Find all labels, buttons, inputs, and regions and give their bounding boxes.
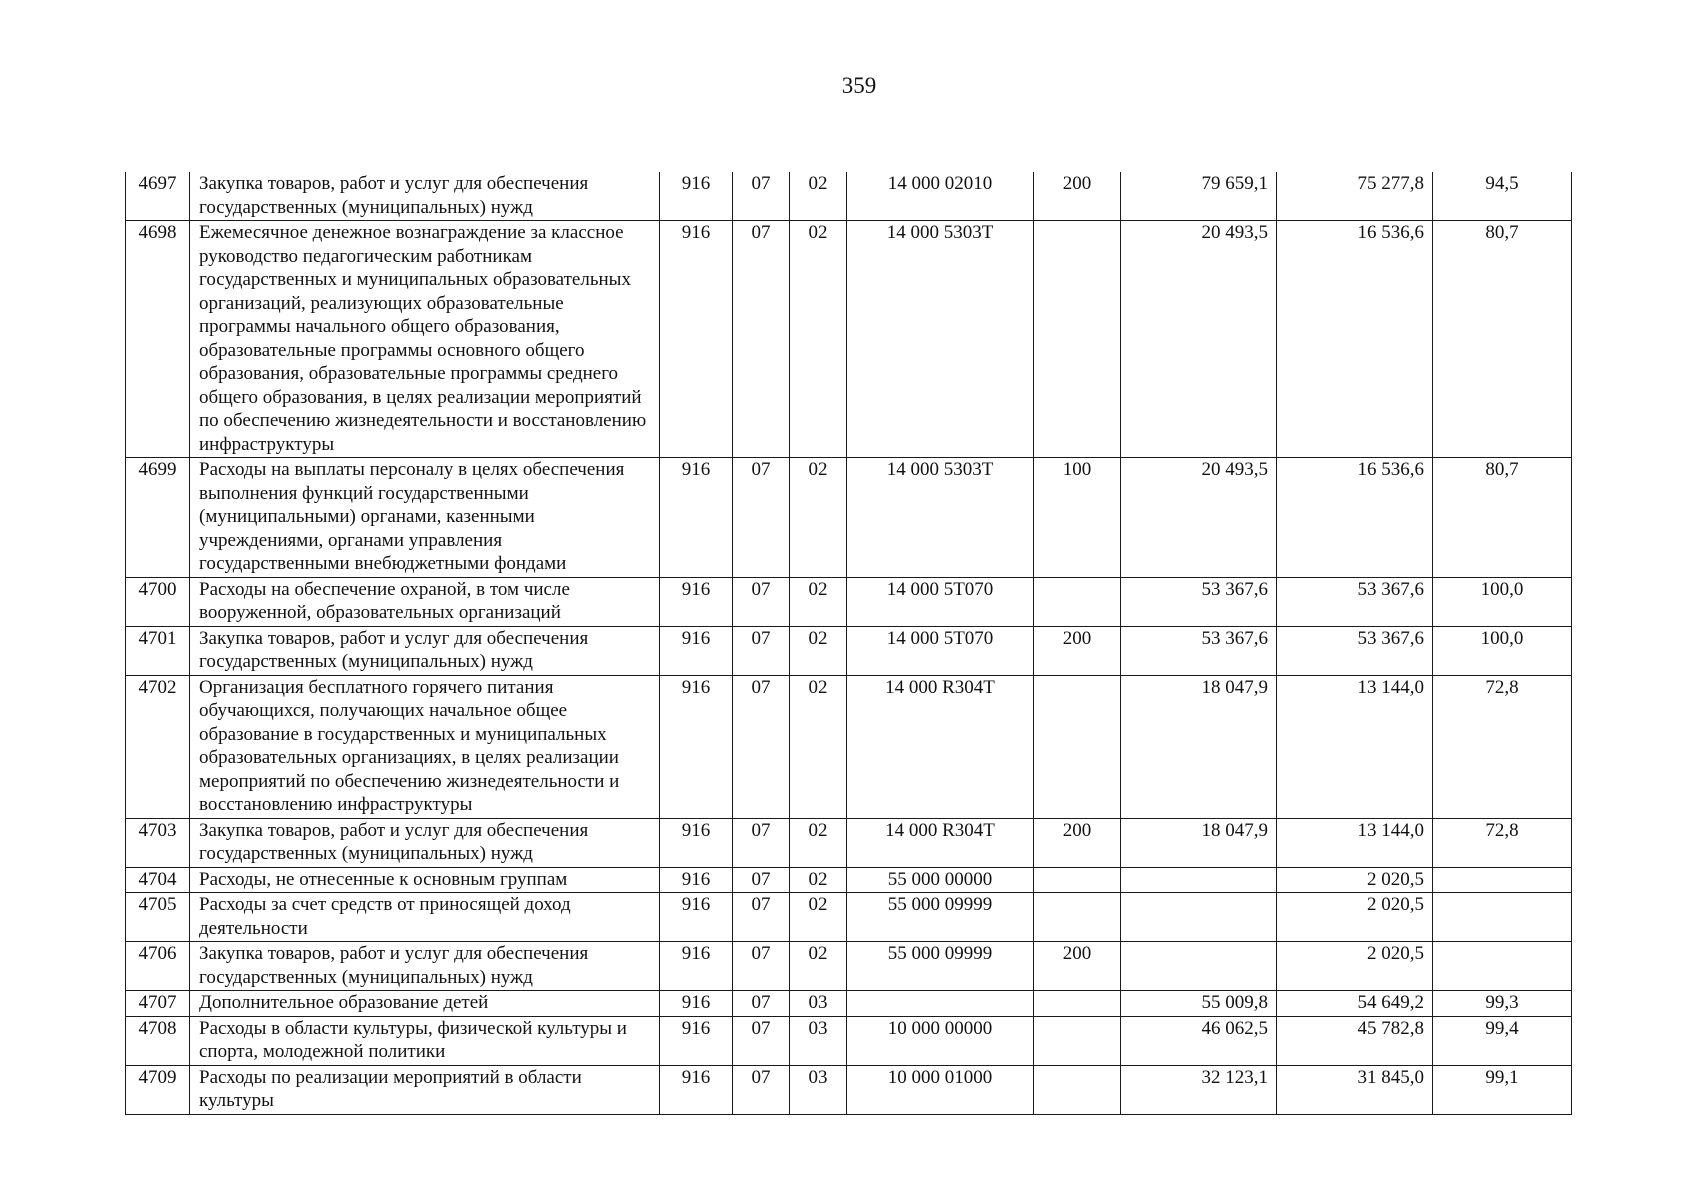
target-article-cell <box>847 991 1034 1017</box>
description-cell: Закупка товаров, работ и услуг для обеспечения государственных (муниципальных) нужд <box>190 172 660 221</box>
expense-type-cell: 100 <box>1034 458 1121 578</box>
planned-amount-cell: 53 367,6 <box>1121 577 1277 626</box>
planned-amount-cell <box>1121 867 1277 893</box>
subsection-code-cell: 02 <box>790 458 847 578</box>
section-code-cell: 07 <box>733 172 790 221</box>
table-row <box>126 1065 1572 1114</box>
row-number-cell: 4700 <box>126 577 190 626</box>
execution-percent-cell: 80,7 <box>1433 458 1572 578</box>
page-number: 359 <box>841 73 877 98</box>
department-code-cell: 916 <box>660 942 733 991</box>
execution-percent-cell: 99,4 <box>1433 1016 1572 1065</box>
execution-percent-cell: 80,7 <box>1433 221 1572 458</box>
planned-amount-cell: 32 123,1 <box>1121 1065 1277 1114</box>
row-number-cell: 4709 <box>126 1065 190 1114</box>
target-article-cell: 55 000 00000 <box>847 867 1034 893</box>
target-article-cell: 14 000 02010 <box>847 172 1034 221</box>
actual-amount-cell: 54 649,2 <box>1277 991 1433 1017</box>
section-code-cell: 07 <box>733 1016 790 1065</box>
department-code-cell: 916 <box>660 675 733 818</box>
table-row <box>126 221 1572 458</box>
table-row <box>126 172 1572 221</box>
planned-amount-cell <box>1121 893 1277 942</box>
actual-amount-cell: 31 845,0 <box>1277 1065 1433 1114</box>
description-cell: Закупка товаров, работ и услуг для обеспечения государственных (муниципальных) нужд <box>190 626 660 675</box>
section-code-cell: 07 <box>733 991 790 1017</box>
expense-type-cell <box>1034 893 1121 942</box>
planned-amount-cell: 55 009,8 <box>1121 991 1277 1017</box>
execution-percent-cell: 72,8 <box>1433 818 1572 867</box>
description-cell: Расходы на выплаты персоналу в целях обеспечения выполнения функций государственными (муниципальными) органами, казенными учреждениями, органами управления государственными внебюджетными фондами <box>190 458 660 578</box>
planned-amount-cell <box>1121 942 1277 991</box>
section-code-cell: 07 <box>733 675 790 818</box>
actual-amount-cell: 2 020,5 <box>1277 942 1433 991</box>
planned-amount-cell: 79 659,1 <box>1121 172 1277 221</box>
actual-amount-cell: 13 144,0 <box>1277 675 1433 818</box>
section-code-cell: 07 <box>733 221 790 458</box>
expense-type-cell: 200 <box>1034 942 1121 991</box>
execution-percent-cell <box>1433 942 1572 991</box>
target-article-cell: 14 000 5Т070 <box>847 626 1034 675</box>
table-row <box>126 893 1572 942</box>
table-row <box>126 577 1572 626</box>
description-cell: Расходы на обеспечение охраной, в том числе вооруженной, образовательных организаций <box>190 577 660 626</box>
department-code-cell: 916 <box>660 626 733 675</box>
target-article-cell: 14 000 5303Т <box>847 221 1034 458</box>
row-number-cell: 4704 <box>126 867 190 893</box>
subsection-code-cell: 03 <box>790 1065 847 1114</box>
table-row <box>126 1016 1572 1065</box>
subsection-code-cell: 02 <box>790 893 847 942</box>
subsection-code-cell: 02 <box>790 172 847 221</box>
actual-amount-cell: 53 367,6 <box>1277 626 1433 675</box>
actual-amount-cell: 53 367,6 <box>1277 577 1433 626</box>
row-number-cell: 4701 <box>126 626 190 675</box>
execution-percent-cell <box>1433 893 1572 942</box>
table-row <box>126 818 1572 867</box>
target-article-cell: 14 000 5Т070 <box>847 577 1034 626</box>
expense-type-cell <box>1034 1065 1121 1114</box>
department-code-cell: 916 <box>660 172 733 221</box>
subsection-code-cell: 03 <box>790 1016 847 1065</box>
expense-type-cell <box>1034 675 1121 818</box>
department-code-cell: 916 <box>660 818 733 867</box>
subsection-code-cell: 02 <box>790 626 847 675</box>
expense-type-cell <box>1034 221 1121 458</box>
department-code-cell: 916 <box>660 991 733 1017</box>
description-cell: Расходы, не отнесенные к основным группам <box>190 867 660 893</box>
department-code-cell: 916 <box>660 221 733 458</box>
target-article-cell: 55 000 09999 <box>847 942 1034 991</box>
expense-type-cell <box>1034 577 1121 626</box>
row-number-cell: 4707 <box>126 991 190 1017</box>
table-row <box>126 867 1572 893</box>
expense-type-cell <box>1034 991 1121 1017</box>
description-cell: Закупка товаров, работ и услуг для обеспечения государственных (муниципальных) нужд <box>190 942 660 991</box>
description-cell: Организация бесплатного горячего питания обучающихся, получающих начальное общее образование в государственных и муниципальных образовательных организациях, в целях реализации мероприятий по обеспечению жизнедеятельности и восстановлению инфраструктуры <box>190 675 660 818</box>
table-row <box>126 626 1572 675</box>
target-article-cell: 14 000 5303Т <box>847 458 1034 578</box>
row-number-cell: 4703 <box>126 818 190 867</box>
execution-percent-cell <box>1433 867 1572 893</box>
table-row <box>126 675 1572 818</box>
expense-type-cell <box>1034 1016 1121 1065</box>
actual-amount-cell: 16 536,6 <box>1277 221 1433 458</box>
expense-type-cell: 200 <box>1034 626 1121 675</box>
execution-percent-cell: 99,1 <box>1433 1065 1572 1114</box>
expense-type-cell <box>1034 867 1121 893</box>
planned-amount-cell: 20 493,5 <box>1121 221 1277 458</box>
planned-amount-cell: 46 062,5 <box>1121 1016 1277 1065</box>
department-code-cell: 916 <box>660 577 733 626</box>
actual-amount-cell: 75 277,8 <box>1277 172 1433 221</box>
department-code-cell: 916 <box>660 867 733 893</box>
description-cell: Дополнительное образование детей <box>190 991 660 1017</box>
description-cell: Расходы в области культуры, физической культуры и спорта, молодежной политики <box>190 1016 660 1065</box>
section-code-cell: 07 <box>733 893 790 942</box>
description-cell: Расходы за счет средств от приносящей доход деятельности <box>190 893 660 942</box>
section-code-cell: 07 <box>733 1065 790 1114</box>
description-cell: Закупка товаров, работ и услуг для обеспечения государственных (муниципальных) нужд <box>190 818 660 867</box>
subsection-code-cell: 02 <box>790 942 847 991</box>
expense-type-cell: 200 <box>1034 818 1121 867</box>
description-cell: Ежемесячное денежное вознаграждение за классное руководство педагогическим работникам государственных и муниципальных образовательных организаций, реализующих образовательные программы начального общего образования, образовательные программы основного общего образования, образовательные программы среднего общего образования, в целях реализации мероприятий по обеспечению жизнедеятельности и восстановлению инфраструктуры <box>190 221 660 458</box>
section-code-cell: 07 <box>733 626 790 675</box>
subsection-code-cell: 02 <box>790 221 847 458</box>
row-number-cell: 4708 <box>126 1016 190 1065</box>
subsection-code-cell: 02 <box>790 675 847 818</box>
table-row <box>126 458 1572 578</box>
department-code-cell: 916 <box>660 1016 733 1065</box>
execution-percent-cell: 94,5 <box>1433 172 1572 221</box>
department-code-cell: 916 <box>660 1065 733 1114</box>
section-code-cell: 07 <box>733 577 790 626</box>
planned-amount-cell: 18 047,9 <box>1121 675 1277 818</box>
subsection-code-cell: 02 <box>790 818 847 867</box>
execution-percent-cell: 72,8 <box>1433 675 1572 818</box>
actual-amount-cell: 13 144,0 <box>1277 818 1433 867</box>
row-number-cell: 4699 <box>126 458 190 578</box>
planned-amount-cell: 53 367,6 <box>1121 626 1277 675</box>
target-article-cell: 10 000 01000 <box>847 1065 1034 1114</box>
actual-amount-cell: 16 536,6 <box>1277 458 1433 578</box>
department-code-cell: 916 <box>660 893 733 942</box>
section-code-cell: 07 <box>733 942 790 991</box>
section-code-cell: 07 <box>733 458 790 578</box>
table-body <box>126 172 1572 1114</box>
row-number-cell: 4705 <box>126 893 190 942</box>
section-code-cell: 07 <box>733 818 790 867</box>
subsection-code-cell: 02 <box>790 867 847 893</box>
target-article-cell: 14 000 R304Т <box>847 818 1034 867</box>
target-article-cell: 14 000 R304Т <box>847 675 1034 818</box>
row-number-cell: 4702 <box>126 675 190 818</box>
execution-percent-cell: 100,0 <box>1433 577 1572 626</box>
budget-table <box>125 172 1572 1115</box>
subsection-code-cell: 03 <box>790 991 847 1017</box>
table-row <box>126 991 1572 1017</box>
target-article-cell: 55 000 09999 <box>847 893 1034 942</box>
actual-amount-cell: 2 020,5 <box>1277 867 1433 893</box>
department-code-cell: 916 <box>660 458 733 578</box>
description-cell: Расходы по реализации мероприятий в области культуры <box>190 1065 660 1114</box>
expense-type-cell: 200 <box>1034 172 1121 221</box>
actual-amount-cell: 45 782,8 <box>1277 1016 1433 1065</box>
target-article-cell: 10 000 00000 <box>847 1016 1034 1065</box>
row-number-cell: 4697 <box>126 172 190 221</box>
execution-percent-cell: 99,3 <box>1433 991 1572 1017</box>
table-row <box>126 942 1572 991</box>
execution-percent-cell: 100,0 <box>1433 626 1572 675</box>
actual-amount-cell: 2 020,5 <box>1277 893 1433 942</box>
row-number-cell: 4706 <box>126 942 190 991</box>
section-code-cell: 07 <box>733 867 790 893</box>
planned-amount-cell: 20 493,5 <box>1121 458 1277 578</box>
subsection-code-cell: 02 <box>790 577 847 626</box>
row-number-cell: 4698 <box>126 221 190 458</box>
planned-amount-cell: 18 047,9 <box>1121 818 1277 867</box>
